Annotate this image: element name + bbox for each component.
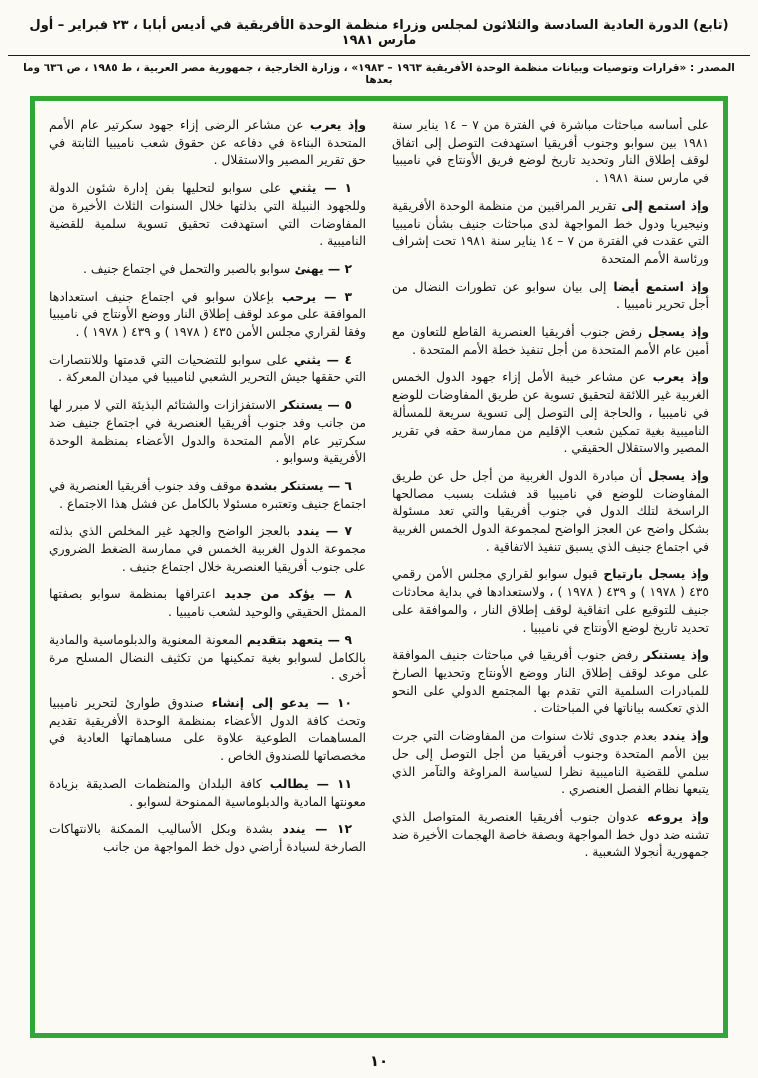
paragraph-lead: وإذ يندد bbox=[656, 729, 709, 744]
paragraph bbox=[49, 180, 366, 251]
column-right bbox=[392, 117, 709, 1017]
paragraph-text: بإعلان سوابو في اجتماع جنيف استعدادها الموافقة على موعد لوقف إطلاق النار ووضع الأونتاج في ناميبيا وفقا لقراري مجلس الأمن ٤٣٥ ( ١٩٧٨ ) و ٤٣٩ ( ١٩٧٨ ) . bbox=[49, 289, 366, 340]
paragraph-text: إلى بيان سوابو عن تطورات النضال من أجل تحرير ناميبيا . bbox=[392, 279, 709, 312]
paragraph-text: عن مشاعر خيبة الأمل إزاء جهود الدول الخمس الغربية غير اللائقة لتحقيق تسوية عن طريق المفاوضات للوضع في ناميبيا ، والحاجة إلى التوصل إلى تسوية سريعة للمسألة الناميبية بغية تمكين شعب الإقليم من ممارسة حقه في تقرير المصير والاستقلال الحقيقي . bbox=[392, 370, 709, 456]
paragraph-lead: يدعو إلى إنشاء bbox=[203, 695, 309, 710]
paragraph bbox=[49, 117, 366, 170]
text-columns bbox=[49, 117, 709, 1017]
paragraph-lead: وإذ يسجل bbox=[641, 325, 709, 340]
paragraph bbox=[49, 695, 366, 766]
paragraph bbox=[49, 632, 366, 685]
paragraph-lead: يستنكر bbox=[275, 398, 323, 413]
paragraph bbox=[392, 728, 709, 799]
paragraph-text: الاستفزازات والشتائم البذيئة التي لا مبرر لها من جانب وفد جنوب أفريقيا العنصرية في اجتماع جنيف ضد سكرتير عام الأمم المتحدة والدول الأعضاء بمنظمة الوحدة الأفريقية وسوابو . bbox=[49, 398, 366, 466]
paragraph bbox=[49, 478, 366, 513]
paragraph-number: ٧ — bbox=[319, 524, 352, 539]
paragraph bbox=[49, 352, 366, 387]
paragraph-number: ١٠ — bbox=[308, 695, 352, 710]
paragraph-text: على سوابو للتضحيات التي قدمتها وللانتصارات التي حققها جيش التحرير الشعبي لناميبيا في ميدان المعركة . bbox=[49, 352, 366, 385]
paragraph-lead: يهنئ bbox=[290, 261, 324, 276]
page-header bbox=[8, 16, 750, 86]
paragraph-text: بشدة وبكل الأساليب الممكنة بالانتهاكات الصارخة لسيادة أراضي دول خط المواجهة من جانب bbox=[49, 822, 366, 854]
paragraph-number: ١ — bbox=[316, 181, 352, 196]
paragraph-lead: يتعهد بتقديم bbox=[242, 632, 324, 647]
paragraph bbox=[392, 647, 709, 718]
paragraph-text: اعترافها بمنظمة سوابو بصفتها الممثل الحقيقي والوحيد لشعب ناميبيا . bbox=[49, 587, 366, 620]
paragraph-number: ٦ — bbox=[323, 478, 353, 493]
paragraph-text: رفض جنوب أفريقيا العنصرية القاطع للتعاون مع أمين عام الأمم المتحدة من أجل تنفيذ خطة الأمم المتحدة . bbox=[392, 325, 709, 357]
paragraph-text: المعونة المعنوية والدبلوماسية والمادية بالكامل لسوابو بغية تمكينها من تكثيف النضال المسلح مرة أخرى . bbox=[49, 632, 366, 683]
paragraph-number: ١١ — bbox=[308, 776, 352, 791]
paragraph-text: موقف وفد جنوب أفريقيا العنصرية في اجتماع جنيف وتعتبره مسئولا بالكامل عن فشل هذا الاجتماع . bbox=[49, 478, 366, 511]
paragraph-lead: يثني bbox=[281, 181, 317, 196]
paragraph-text: بعدم جدوى ثلاث سنوات من المفاوضات التي جرت بين الأمم المتحدة وجنوب أفريقيا من أجل التوصل إلى حل سلمي للقضية الناميبية نظرا لسياسة المراوغة والتآمر الذي يتبعها نظام الفصل العنصري . bbox=[392, 729, 709, 797]
paragraph-lead: وإذ يروعه bbox=[639, 809, 709, 824]
paragraph-lead: وإذ يسجل بارتياح bbox=[597, 567, 709, 582]
paragraph bbox=[392, 468, 709, 557]
paragraph-lead: يندد bbox=[272, 822, 306, 837]
paragraph bbox=[392, 566, 709, 637]
paragraph bbox=[392, 324, 709, 359]
paragraph-lead: وإذ يعرب bbox=[303, 118, 366, 132]
paragraph bbox=[392, 809, 709, 862]
paragraph-number: ٨ — bbox=[314, 587, 353, 602]
paragraph bbox=[49, 523, 366, 576]
paragraph bbox=[49, 397, 366, 468]
paragraph-text: رفض جنوب أفريقيا في مباحثات جنيف الموافقة على موعد لوقف إطلاق النار ووضع الأونتاج وتحديها الصارخ للمبادرات السلمية التي تقدم بها المجتمع الدولي على النحو الذي تعكسه بياناتها في المباحثات . bbox=[392, 648, 709, 716]
paragraph bbox=[392, 369, 709, 458]
paragraph-lead: وإذ يعرب bbox=[645, 370, 709, 385]
paragraph-text: عن مشاعر الرضى إزاء جهود سكرتير عام الأمم المتحدة البناءة في دفاعه عن حقوق شعب ناميبيا الثابتة في حق تقرير المصير والاستقلال . bbox=[49, 118, 366, 168]
column-left bbox=[49, 117, 366, 1017]
paragraph bbox=[49, 261, 366, 279]
paragraph-lead: يرحب bbox=[273, 289, 317, 304]
paragraph-lead: وإذ يستنكر bbox=[638, 648, 709, 663]
paragraph-text: عدوان جنوب أفريقيا العنصرية المتواصل الذي تشنه ضد دول خط المواجهة وبصفة خاصة الهجمات الأخيرة ضد جمهورية أنجولا الشعبية . bbox=[392, 809, 709, 860]
paragraph-lead: يؤكد من جديد bbox=[215, 587, 315, 602]
paragraph-text: أن مبادرة الدول الغربية من أجل حل عن طريق المفاوضات للوضع في ناميبيا قد فشلت بسبب مصالحها الراسخة لتلك الدول في جنوب أفريقيا والتي تعد مسئولة بشكل واضح عن العجز الواضح لمجموعة الدول الخمس الغربية في اجتماع جنيف الذي يسبق تنفيذ الاتفاقية . bbox=[392, 468, 709, 554]
paragraph bbox=[392, 117, 709, 188]
paragraph-number: ٩ — bbox=[323, 632, 353, 647]
paragraph-number: ٣ — bbox=[316, 289, 352, 304]
paragraph-text: صندوق طوارئ لتحرير ناميبيا وتحث كافة الدول الأعضاء بمنظمة الوحدة الأفريقية تقديم المساهمات الطوعية علاوة على مساهماتها العادية في مخصصاتها للصندوق الخاص . bbox=[49, 695, 366, 764]
paragraph-lead: يطالب bbox=[261, 776, 309, 791]
content-frame bbox=[30, 96, 728, 1038]
paragraph-lead: يستنكر بشدة bbox=[241, 478, 324, 493]
paragraph bbox=[49, 289, 366, 342]
page-number: ١٠ bbox=[369, 1052, 389, 1070]
paragraph-text: سوابو بالصبر والتحمل في اجتماع جنيف . bbox=[83, 261, 291, 276]
paragraph-number: ٤ — bbox=[321, 352, 352, 367]
document-source: المصدر : «قرارات وتوصيات وبيانات منظمة الوحدة الأفريقية ١٩٦٣ – ١٩٨٣» ، وزارة الخارجية ، جمهورية مصر العربية ، ط ١٩٨٥ ، ص ٦٣٦ وما بعدها bbox=[23, 62, 735, 86]
paragraph-lead: وإذ استمع أيضا bbox=[606, 279, 709, 294]
paragraph-text: كافة البلدان والمنظمات الصديقة بزيادة معونتها المادية والدبلوماسية الممنوحة لسوابو . bbox=[49, 776, 366, 809]
paragraph-number: ١٢ — bbox=[305, 822, 352, 837]
paragraph-number: ٢ — bbox=[323, 261, 352, 276]
paragraph-text: على أساسه مباحثات مباشرة في الفترة من ٧ – ١٤ يناير سنة ١٩٨١ بين سوابو وجنوب أفريقيا استهدفت التوصل إلى اتفاق لوقف إطلاق النار وتحديد تاريخ لوضع فريق الأونتاج في ناميبيا في مارس سنة ١٩٨١ . bbox=[392, 118, 709, 186]
paragraph-text: بالعجز الواضح والجهد غير المخلص الذي بذلته مجموعة الدول الغربية الخمس في ممارسة الضغط الضروري على جنوب أفريقيا العنصرية خلال اجتماع جنيف . bbox=[49, 524, 366, 574]
paragraph-text: على سوابو لتحليها بفن إدارة شئون الدولة وللجهود النبيلة التي بذلتها خلال السنوات الثلاث الأخيرة من المفاوضات التي استهدفت تحقيق تسوية سلمية للقضية الناميبية . bbox=[49, 181, 366, 249]
paragraph bbox=[49, 821, 366, 856]
document-title: (تابع) الدورة العادية السادسة والثلاثون لمجلس وزراء منظمة الوحدة الأفريقية في أديس أبابا ، ٢٣ فبراير – أول مارس ١٩٨١ bbox=[8, 16, 750, 56]
paragraph-text: تقرير المراقبين من منظمة الوحدة الأفريقية ونيجيريا ودول خط المواجهة لدى مباحثات جنيف بشأن ناميبيا التي عقدت في الفترة من ٧ – ١٤ يناير سنة ١٩٨١ تحت إشراف ورئاسة الأمم المتحدة bbox=[392, 198, 709, 266]
paragraph bbox=[392, 198, 709, 269]
paragraph-lead: وإذ يسجل bbox=[642, 468, 709, 483]
paragraph bbox=[49, 776, 366, 811]
paragraph-number: ٥ — bbox=[322, 398, 352, 413]
paragraph-lead: وإذ استمع إلى bbox=[616, 198, 709, 213]
paragraph-lead: يندد bbox=[290, 524, 320, 539]
paragraph-text: قبول سوابو لقراري مجلس الأمن رقمي ٤٣٥ ( ١٩٧٨ ) و ٤٣٩ ( ١٩٧٨ ) ، ولاستعدادها في بداية محادثات جنيف للتوقيع على اتفاقية لوقف إطلاق النار ، والموافقة على تحديد تاريخ لوضع الأونتاج في ناميبيا . bbox=[392, 567, 709, 635]
paragraph bbox=[49, 586, 366, 621]
paragraph-lead: يثني bbox=[288, 352, 322, 367]
paragraph bbox=[392, 279, 709, 314]
